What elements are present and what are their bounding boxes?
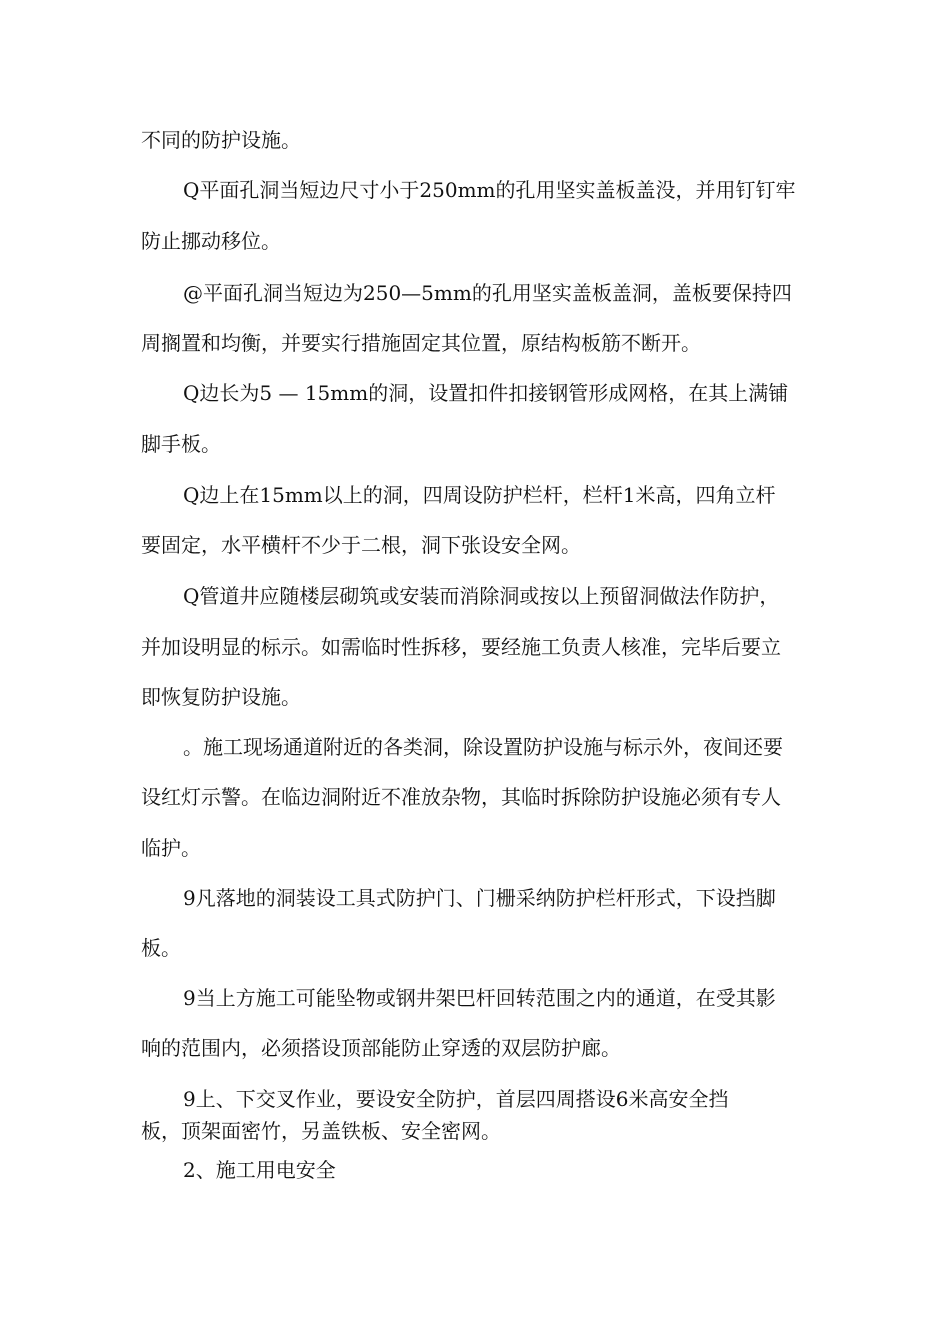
section-heading: 2、施工用电安全 xyxy=(183,1158,336,1182)
paragraph-line: 要固定，水平横杆不少于二根，洞下张设安全网。 xyxy=(141,533,581,557)
paragraph-line: 并加设明显的标示。如需临时性拆移，要经施工负责人核准，完毕后要立 xyxy=(141,635,781,659)
paragraph-line: 脚手板。 xyxy=(141,432,221,456)
paragraph-line: Q平面孔洞当短边尺寸小于250mm的孔用坚实盖板盖没，并用钉钉牢 xyxy=(183,178,796,202)
paragraph-line: 设红灯示警。在临边洞附近不准放杂物，其临时拆除防护设施必须有专人 xyxy=(141,785,781,809)
paragraph-line: Q边长为5 — 15mm的洞，设置扣件扣接钢管形成网格，在其上满铺 xyxy=(183,381,789,405)
paragraph-line: 即恢复防护设施。 xyxy=(141,685,301,709)
paragraph-line: 响的范围内，必须搭设顶部能防止穿透的双层防护廊。 xyxy=(141,1036,621,1060)
paragraph-line: 防止挪动移位。 xyxy=(141,229,281,253)
paragraph-line: 9凡落地的洞装设工具式防护门、门栅采纳防护栏杆形式，下设挡脚 xyxy=(183,886,776,910)
paragraph-line: 板。 xyxy=(141,936,181,960)
paragraph-line: Q边上在15mm以上的洞，四周设防护栏杆，栏杆1米高，四角立杆 xyxy=(183,483,776,507)
paragraph-line: 9当上方施工可能坠物或钢井架巴杆回转范围之内的通道，在受其影 xyxy=(183,986,776,1010)
paragraph-line: @平面孔洞当短边为250—5mm的孔用坚实盖板盖洞，盖板要保持四 xyxy=(183,281,792,305)
paragraph-line: 。施工现场通道附近的各类洞，除设置防护设施与标示外，夜间还要 xyxy=(183,735,783,759)
paragraph-line: 9上、下交叉作业，要设安全防护，首层四周搭设6米高安全挡 xyxy=(183,1087,729,1111)
paragraph-line: 周搁置和均衡，并要实行措施固定其位置，原结构板筋不断开。 xyxy=(141,331,701,355)
paragraph-line: 板，顶架面密竹，另盖铁板、安全密网。 xyxy=(141,1119,501,1143)
paragraph-line: Q管道井应随楼层砌筑或安装而消除洞或按以上预留洞做法作防护， xyxy=(183,584,780,608)
paragraph-line: 临护。 xyxy=(141,836,201,860)
paragraph-line: 不同的防护设施。 xyxy=(141,128,301,152)
